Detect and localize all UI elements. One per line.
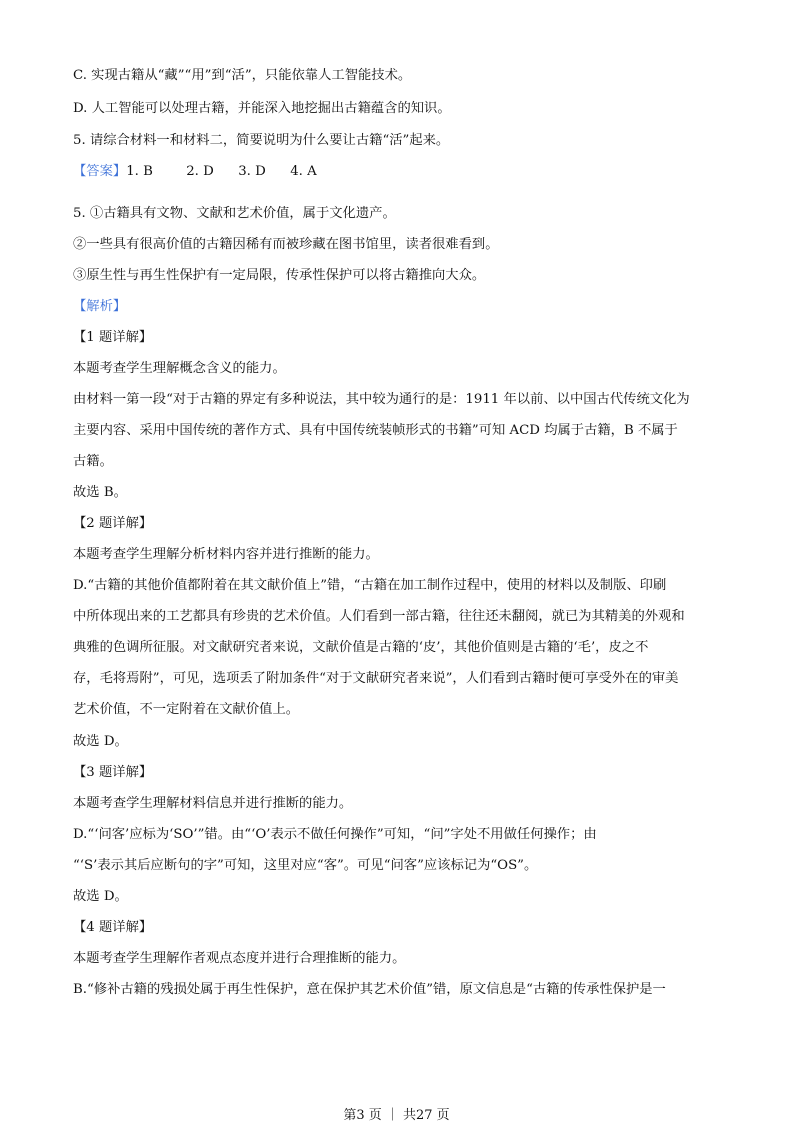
text-line: 本题考查学生理解材料信息并进行推断的能力。 xyxy=(73,796,353,811)
answer-item: 2. D xyxy=(186,164,214,179)
text-line: 本题考查学生理解分析材料内容并进行推断的能力。 xyxy=(73,547,379,562)
answer-item: 1. B xyxy=(126,164,153,179)
answer-item: 4. A xyxy=(290,164,317,179)
text-line: “‘S’表示其后应断句的字”可知，这里对应“客”。可见“问客”应该标记为“OS”。 xyxy=(73,858,538,873)
text-line: 由材料一第一段“对于古籍的界定有多种说法，其中较为通行的是：1911 年以前、以中国古代传统文化为 xyxy=(73,392,690,407)
text-line: 古籍。 xyxy=(73,454,113,469)
text-line: 故选 D。 xyxy=(73,734,128,749)
text-line: 本题考查学生理解作者观点态度并进行合理推断的能力。 xyxy=(73,951,406,966)
text-line: C. 实现古籍从“藏”“用”到“活”，只能依靠人工智能技术。 xyxy=(73,68,412,83)
text-line: D. 人工智能可以处理古籍，并能深入地挖掘出古籍蕴含的知识。 xyxy=(73,101,451,116)
text-line: 5. 请综合材料一和材料二，简要说明为什么要让古籍“活”起来。 xyxy=(73,133,450,148)
text-line: B.“修补古籍的残损处属于再生性保护，意在保护其艺术价值”错，原文信息是“古籍的传承性保护是一 xyxy=(73,982,666,997)
page-footer: 第3 页 ｜ 共27 页 xyxy=(343,1108,450,1123)
text-line: 故选 D。 xyxy=(73,889,128,904)
answer-line xyxy=(73,163,723,181)
text-line: 故选 B。 xyxy=(73,485,127,500)
text-line: D.“古籍的其他价值都附着在其文献价值上”错，“古籍在加工制作过程中，使用的材料以及制版、印刷 xyxy=(73,578,667,593)
text-line: ②一些具有很高价值的古籍因稀有而被珍藏在图书馆里，读者很难看到。 xyxy=(73,237,499,252)
text-line: D.“‘问客’应标为‘SO’”错。由“‘O’表示不做任何操作”可知，“问”字处不用做任何操作；由 xyxy=(73,827,597,842)
text-line: 【1 题详解】 xyxy=(73,330,153,345)
text-line: 主要内容、采用中国传统的著作方式、具有中国传统装帧形式的书籍”可知 ACD 均属于古籍，B 不属于 xyxy=(73,423,678,438)
analysis-label: 【解析】 xyxy=(73,299,127,314)
answer-label: 【答案】 xyxy=(73,164,127,179)
text-line: 存，毛将焉附”，可见，选项丢了附加条件“对于文献研究者来说”，人们看到古籍时便可享受外在的审美 xyxy=(73,671,679,686)
text-line: 本题考查学生理解概念含义的能力。 xyxy=(73,361,286,376)
text-line: 【4 题详解】 xyxy=(73,920,153,935)
text-line: ③原生性与再生性保护有一定局限，传承性保护可以将古籍推向大众。 xyxy=(73,268,486,283)
text-line: 【2 题详解】 xyxy=(73,516,153,531)
text-line: 典雅的色调所征服。对文献研究者来说，文献价值是古籍的‘皮’，其他价值则是古籍的‘毛’，皮之不 xyxy=(73,640,649,655)
text-line: 艺术价值，不一定附着在文献价值上。 xyxy=(73,702,300,717)
text-line: 【3 题详解】 xyxy=(73,765,153,780)
text-line: 中所体现出来的工艺都具有珍贵的艺术价值。人们看到一部古籍，往往还未翻阅，就已为其精美的外观和 xyxy=(73,609,685,624)
answer-item: 3. D xyxy=(238,164,266,179)
text-line: 5. ①古籍具有文物、文献和艺术价值，属于文化遗产。 xyxy=(73,206,396,221)
